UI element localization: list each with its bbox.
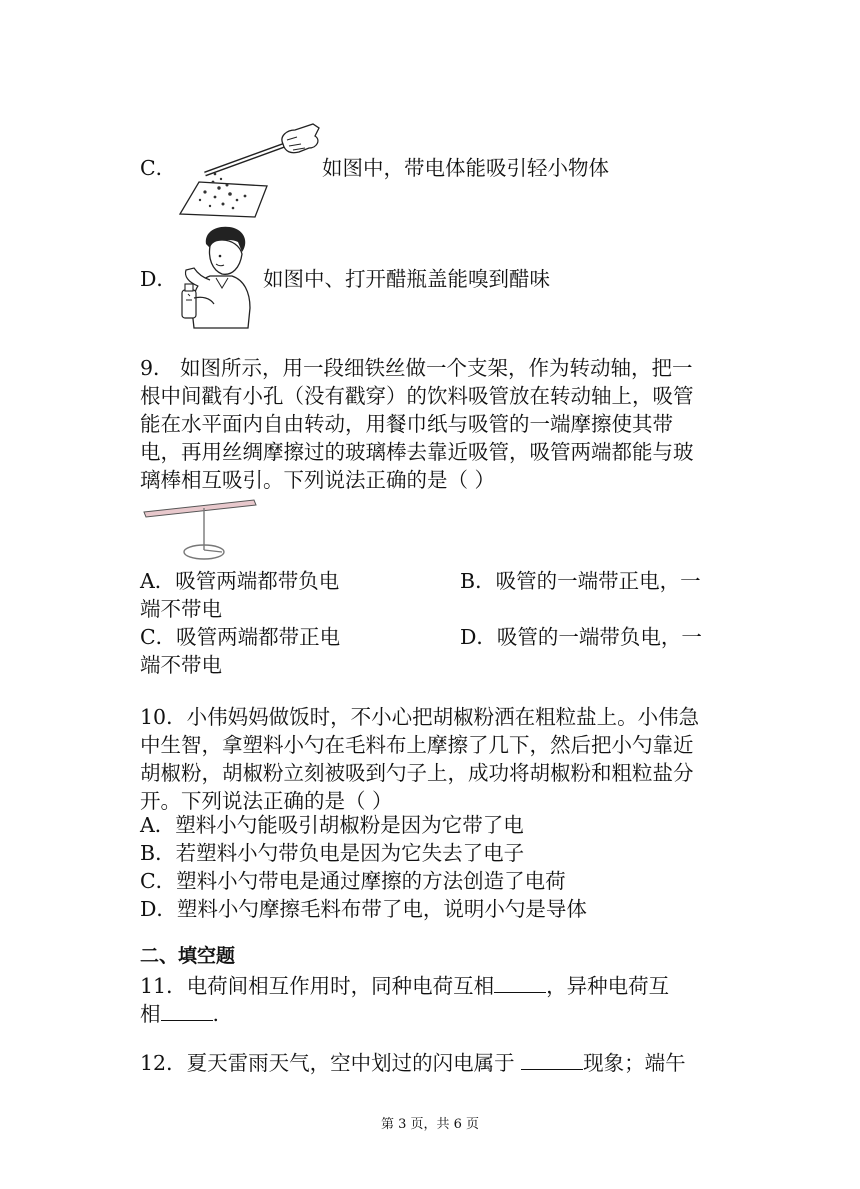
q8-option-c-text: 如图中，带电体能吸引轻小物体	[322, 156, 609, 180]
q11-text-1: 11．电荷间相互作用时，同种电荷互相	[140, 974, 495, 998]
q9-option-b-line-2: 端不带电	[140, 597, 222, 621]
q11-line-1	[140, 972, 669, 998]
q10-option-d: D．塑料小勺摩擦毛料布带了电，说明小勺是导体	[140, 897, 587, 921]
charged-rod-figure	[175, 122, 320, 220]
q10-option-a: A．塑料小勺能吸引胡椒粉是因为它带了电	[140, 813, 524, 837]
q9-stem-line-1: 9． 如图所示，用一段细铁丝做一个支架，作为转动轴，把一	[140, 356, 693, 380]
q9-stem-line-3: 能在水平面内自由转动，用餐巾纸与吸管的一端摩擦使其带	[140, 412, 673, 436]
q11-blank-1[interactable]	[494, 972, 546, 993]
q12-blank-1[interactable]	[521, 1049, 583, 1070]
q9-option-d-line-2: 端不带电	[140, 653, 222, 677]
q11-text-3: 相	[140, 1002, 161, 1026]
q11-line-2	[140, 1000, 219, 1026]
q10-stem-line-1: 10．小伟妈妈做饭时，不小心把胡椒粉洒在粗粒盐上。小伟急	[140, 705, 700, 729]
q11-text-4: .	[212, 1002, 220, 1026]
q10-option-b: B．若塑料小勺带负电是因为它失去了电子	[140, 841, 525, 865]
straw-on-stand-figure	[142, 490, 260, 562]
q11-blank-2[interactable]	[161, 1000, 213, 1021]
q11-text-2: ，异种电荷互	[546, 974, 670, 998]
q12-line-1	[140, 1049, 686, 1075]
vinegar-smell-figure	[176, 224, 262, 330]
q10-stem-line-3: 胡椒粉，胡椒粉立刻被吸到勺子上，成功将胡椒粉和粗粒盐分	[140, 761, 694, 785]
q9-option-d-line-1: D．吸管的一端带负电，一	[460, 625, 702, 649]
q9-stem-line-4: 电，再用丝绸摩擦过的玻璃棒去靠近吸管，吸管两端都能与玻	[140, 440, 694, 464]
q9-option-a: A．吸管两端都带负电	[140, 569, 340, 593]
q12-text-2: 现象；端午	[583, 1051, 686, 1075]
q9-stem-line-5: 璃棒相互吸引。下列说法正确的是（ ）	[140, 468, 496, 492]
q12-text-1: 12．夏天雷雨天气，空中划过的闪电属于	[140, 1051, 522, 1075]
q8-option-d-text: 如图中、打开醋瓶盖能嗅到醋味	[263, 267, 550, 291]
q9-option-b-line-1: B．吸管的一端带正电，一	[460, 569, 701, 593]
q9-option-c: C．吸管两端都带正电	[140, 625, 341, 649]
q10-stem-line-2: 中生智，拿塑料小勺在毛料布上摩擦了几下，然后把小勺靠近	[140, 733, 694, 757]
q10-stem-line-4: 开。下列说法正确的是（ ）	[140, 789, 393, 813]
q10-option-c: C．塑料小勺带电是通过摩擦的方法创造了电荷	[140, 869, 566, 893]
q8-option-c-letter: C．	[140, 156, 177, 180]
q9-stem-line-2: 根中间戳有小孔（没有戳穿）的饮料吸管放在转动轴上，吸管	[140, 384, 694, 408]
q8-option-d-letter: D．	[140, 267, 177, 291]
page-footer: 第 3 页，共 6 页	[380, 1117, 480, 1132]
section-title: 二、填空题	[140, 945, 236, 967]
